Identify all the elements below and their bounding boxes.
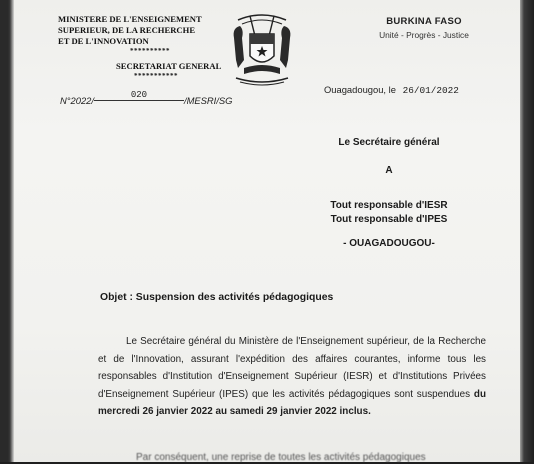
country-name: BURKINA FASO: [386, 16, 462, 27]
secretariat-title: SECRETARIAT GENERAL: [116, 61, 222, 71]
body-dates-bold: du mercredi 26 janvier 2022 au samedi 29 janvier 2022 inclus.: [98, 388, 486, 418]
sender-title: Le Secrétaire général: [338, 137, 440, 148]
recipient-ipes: Tout responsable d'IPES: [330, 214, 448, 225]
letter-page: [14, 0, 520, 462]
coat-of-arms-emblem: [226, 8, 298, 88]
reference-prefix: N°2022/: [60, 95, 94, 106]
reference-number-value: 020: [94, 91, 184, 101]
to-word: A: [385, 165, 393, 176]
country-block: [359, 16, 489, 40]
recipient-iesr: Tout responsable d'IESR: [330, 200, 448, 211]
ministry-stars: **********: [130, 47, 170, 55]
secretariat-stars: ***********: [134, 72, 178, 80]
body-text: Le Secrétaire général du Ministère de l'Enseignement supérieur, de la Recherche et de l'Innovation, assurant l'expédition des affaires courantes, informe tous les responsables d'Institution d'Enseignement Supérieur (IESR) et d'Institutions Privées d'Enseignement Supérieur (IPES) que les activités pédagogiques sont suspendues: [98, 336, 486, 400]
next-paragraph-cut: Par conséquent, une reprise de toutes les activités pédagogiques: [136, 452, 426, 463]
date-prefix: Ouagadougou, le: [324, 84, 396, 95]
letter-body: [98, 333, 486, 421]
letter-subject: Objet : Suspension des activités pédagogiques: [100, 292, 334, 303]
country-motto: Unité - Progrès - Justice: [379, 30, 469, 40]
ministry-header: [58, 14, 228, 81]
ministry-line-1: MINISTERE DE L'ENSEIGNEMENT: [58, 14, 202, 24]
ministry-line-2: SUPERIEUR, DE LA RECHERCHE: [58, 25, 196, 35]
ministry-line-3: ET DE L'INNOVATION: [58, 36, 149, 46]
date-value: 26/01/2022: [402, 85, 459, 96]
reference-suffix: /MESRI/SG: [183, 95, 233, 106]
reference-number: [60, 90, 233, 108]
recipient-city: - OUAGADOUGOU-: [343, 238, 435, 249]
date-line: [324, 84, 459, 96]
